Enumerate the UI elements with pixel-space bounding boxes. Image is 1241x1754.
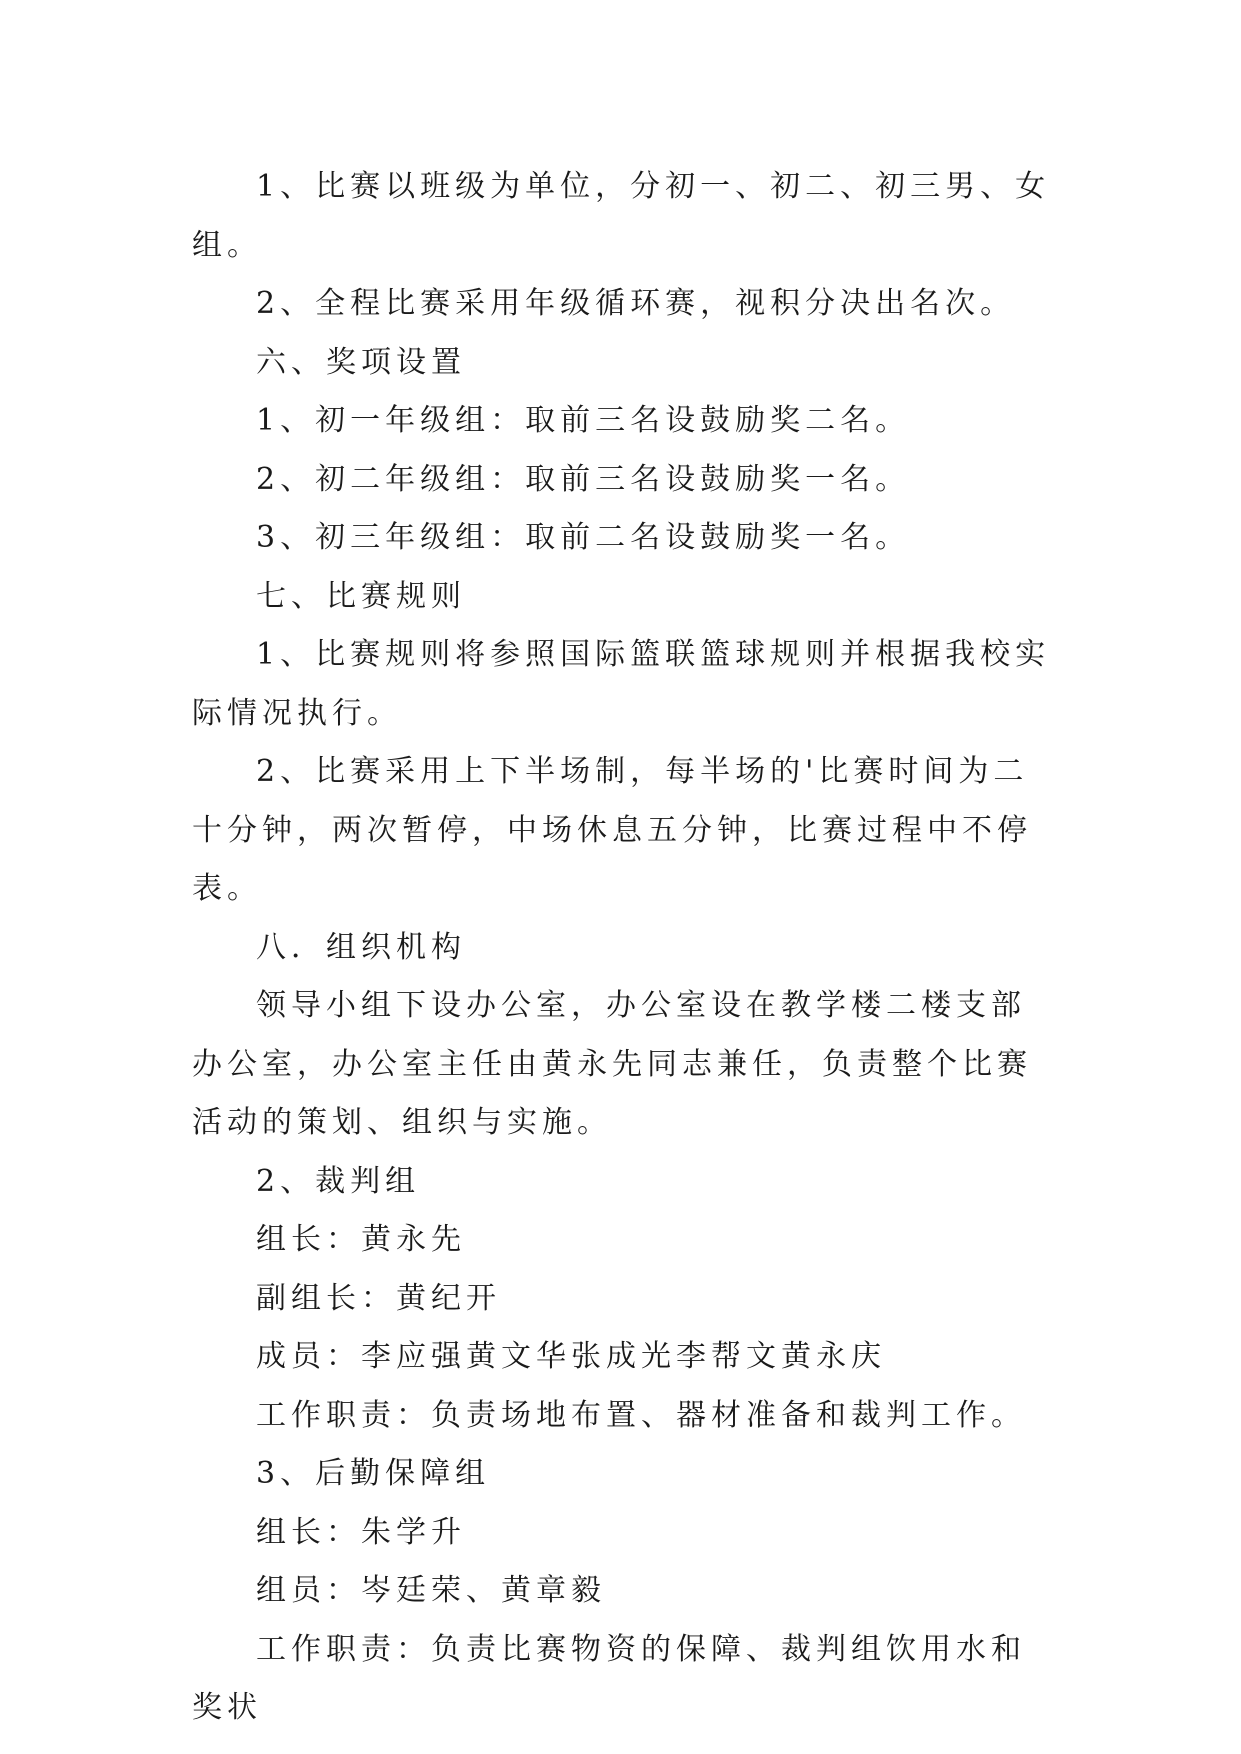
section-heading-awards: 六、奖项设置	[256, 344, 466, 380]
paragraph-referee-leader: 组长：黄永先	[256, 1222, 466, 1257]
paragraph-logistics-leader: 组长：朱学升	[256, 1514, 466, 1550]
subheading-referee-group: 2、裁判组	[256, 1163, 421, 1199]
paragraph-award-grade2: 2、初二年级组：取前三名设鼓励奖一名。	[256, 461, 911, 497]
paragraph-referee-members: 成员：李应强黄文华张成光李帮文黄永庆	[256, 1339, 886, 1374]
paragraph-rules-reference: 1、比赛规则将参照国际篮联篮球规则并根据我校实际情况执行。	[192, 637, 1051, 731]
section-heading-rules: 七、比赛规则	[256, 578, 466, 614]
paragraph-round-robin: 2、全程比赛采用年级循环赛，视积分决出名次。	[256, 286, 1016, 321]
paragraph-competition-unit: 1、比赛以班级为单位，分初一、初二、初三男、女组。	[192, 169, 1051, 263]
document-body	[192, 158, 1054, 1738]
paragraph-award-grade1: 1、初一年级组：取前三名设鼓励奖二名。	[256, 403, 911, 438]
paragraph-award-grade3: 3、初三年级组：取前二名设鼓励奖一名。	[256, 520, 911, 555]
paragraph-rules-timing: 2、比赛采用上下半场制，每半场的'比赛时间为二十分钟，两次暂停，中场休息五分钟，比赛过程中不停表。	[192, 754, 1032, 906]
paragraph-referee-duties: 工作职责：负责场地布置、器材准备和裁判工作。	[256, 1397, 1026, 1433]
paragraph-office: 领导小组下设办公室，办公室设在教学楼二楼支部办公室，办公室主任由黄永先同志兼任，负责整个比赛活动的策划、组织与实施。	[192, 988, 1032, 1140]
subheading-logistics-group: 3、后勤保障组	[256, 1456, 491, 1491]
paragraph-referee-deputy: 副组长：黄纪开	[256, 1280, 501, 1316]
paragraph-logistics-members: 组员：岑廷荣、黄章毅	[256, 1573, 606, 1608]
section-heading-organization: 八．组织机构	[256, 929, 466, 965]
paragraph-logistics-duties: 工作职责：负责比赛物资的保障、裁判组饮用水和奖状	[192, 1631, 1026, 1725]
